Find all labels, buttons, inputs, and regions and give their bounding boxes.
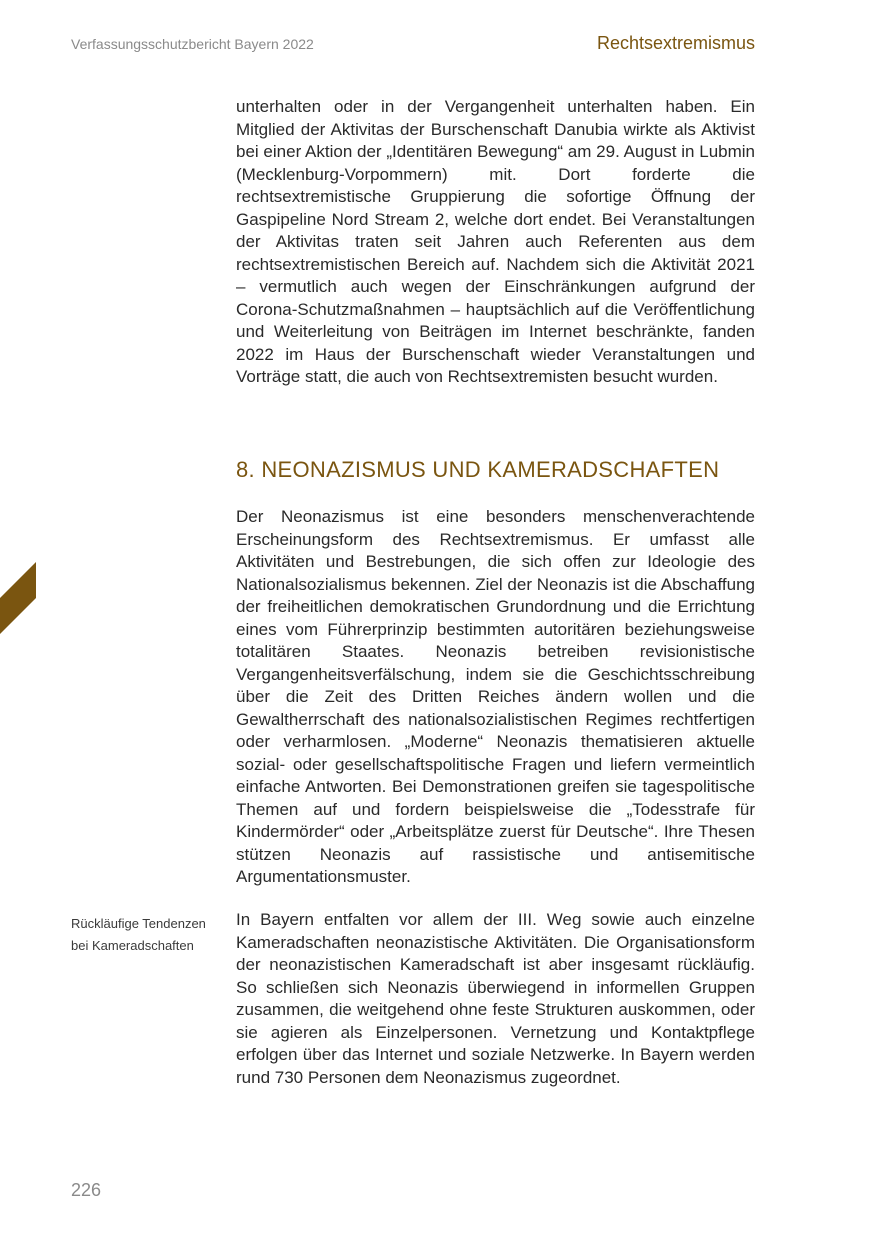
chapter-tab-shape: [0, 562, 36, 634]
paragraph-text: Der Neonazismus ist eine besonders menschenverachtende Erscheinungsform des Rechtsextremismus. Er umfasst alle Aktivitäten und Bestrebungen, die sich offen zur Ideologie des Nationalsozialismus bekennen. Ziel der Neonazis ist die Abschaffung der freiheitlichen demokratischen Grundordnung und die Errichtung eines vom Führerprinzip bestimmten autoritären beziehungsweise totalitären Staates. Neonazis betreiben revisionistische Vergangenheitsverfälschung, indem sie die Geschichtsschreibung über die Zeit des Dritten Reiches ändern wollen und die Gewaltherrschaft des nationalsozialistischen Regimes rechtfertigen oder verharmlosen. „Moderne“ Neonazis thematisieren aktuelle sozial- oder gesellschaftspolitische Fragen und liefern vermeintlich einfache Antworten. Bei Demonstrationen greifen sie tagespolitische Themen auf und fordern beispielsweise die „Todesstrafe für Kindermörder“ oder „Arbeitsplätze zuerst für Deutsche“. Ihre Thesen stützen Neonazis auf rassistische und antisemitische Argumentationsmuster.: [236, 507, 755, 886]
running-header-section: Rechtsextremismus: [596, 33, 755, 53]
page-number: 226: [71, 1180, 102, 1200]
body-paragraph: [236, 506, 755, 889]
paragraph-text: unterhalten oder in der Vergangenheit unterhalten haben. Ein Mitglied der Aktivitas der Burschenschaft Danubia wirkte als Aktivist bei einer Aktion der „Identitären Bewegung“ am 29. August in Lubmin (Mecklenburg-Vorpommern) mit. Dort forderte die rechtsextremistische Gruppierung die sofortige Öffnung der Gaspipeline Nord Stream 2, welche dort endet. Bei Veranstaltungen der Aktivitas traten seit Jahren auch Referenten aus dem rechtsextremistischen Bereich auf. Nachdem sich die Aktivität 2021 – vermutlich auch wegen der Einschränkungen aufgrund der Corona-Schutzmaßnahmen – hauptsächlich auf die Veröffentlichung und Weiterleitung von Beiträgen im Internet beschränkte, fanden 2022 im Haus der Burschenschaft wieder Veranstaltungen und Vorträge statt, die auch von Rechtsextremisten besucht wurden.: [236, 97, 755, 386]
section-heading: 8. NEONAZISMUS UND KAMERADSCHAFTEN: [236, 457, 720, 482]
running-header-title: Verfassungsschutzbericht Bayern 2022: [71, 36, 314, 52]
margin-note: Rückläufige Tendenzen bei Kameradschaften: [71, 916, 206, 953]
body-paragraph: [236, 96, 755, 389]
body-paragraph: [236, 909, 755, 1089]
chapter-tab-marker: [0, 562, 36, 634]
paragraph-text: In Bayern entfalten vor allem der III. Weg sowie auch einzelne Kameradschaften neonazistische Aktivitäten. Die Organisationsform der neonazistischen Kameradschaft ist aber insgesamt rückläufig. So schließen sich Neonazis überwiegend in informellen Gruppen zusammen, die weitgehend ohne feste Strukturen auskommen, oder sie agieren als Einzelpersonen. Vernetzung und Kontaktpflege erfolgen über das Internet und soziale Netzwerke. In Bayern werden rund 730 Personen dem Neonazismus zugeordnet.: [236, 910, 755, 1087]
